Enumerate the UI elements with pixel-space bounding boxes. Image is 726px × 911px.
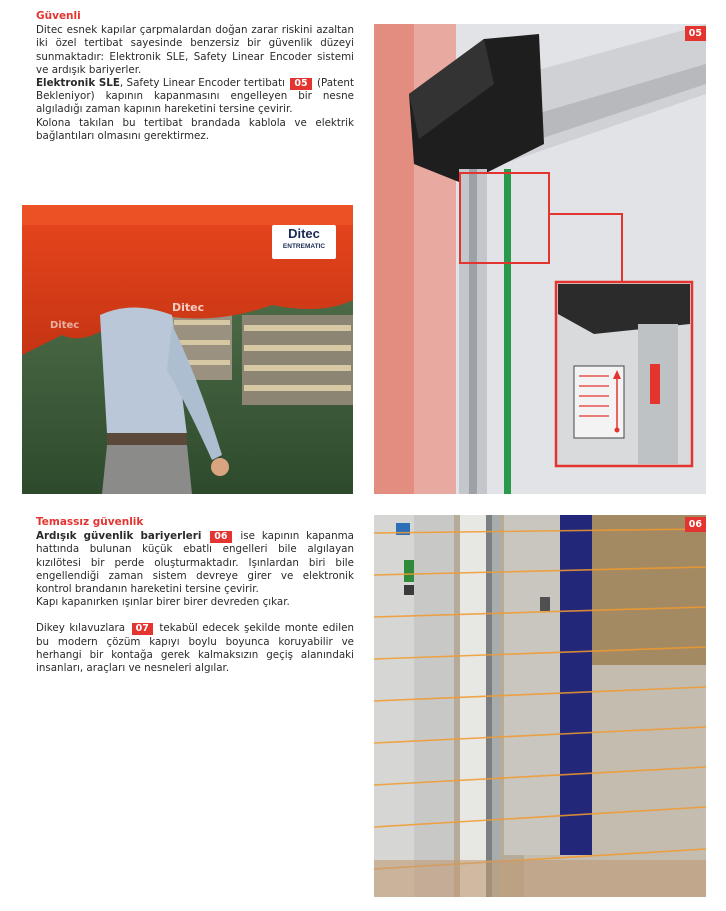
paragraph: Kolona takılan bu tertibat brandada kablola ve elektrik bağlantıları olmasını gerektirmez. — [36, 116, 354, 142]
figure-tag: 06 — [685, 517, 706, 532]
photo-safety-barriers — [374, 515, 706, 897]
photo-sle-illustration — [374, 24, 706, 494]
logo-text: Ditec — [288, 226, 320, 241]
photo-sle-device — [374, 24, 706, 494]
photo-barrier-illustration — [374, 515, 706, 897]
curtain-print: Ditec — [50, 320, 80, 331]
photo-curtain — [22, 205, 353, 494]
ref-badge: 07 — [132, 623, 153, 635]
ref-badge: 05 — [290, 78, 311, 90]
door-logo — [272, 225, 336, 259]
section-heading: Temassız güvenlik — [36, 516, 144, 528]
text-span: Dikey kılavuzlara — [36, 622, 126, 635]
paragraph — [36, 622, 354, 675]
curtain-print: Ditec — [172, 301, 205, 314]
text-span: , Safety Linear Encoder tertibatı — [119, 77, 285, 90]
spacer — [36, 609, 354, 622]
paragraph — [36, 77, 354, 117]
paragraph: Kapı kapanırken ışınlar birer birer devreden çıkar. — [36, 596, 290, 609]
section-heading: Güvenli — [36, 10, 81, 22]
ref-badge: 06 — [210, 531, 231, 543]
section-guvenli — [36, 10, 354, 143]
bold-term: Elektronik SLE — [36, 77, 120, 90]
text-span: (Patent Bekleniyor) kapının kapanmasını engelleyen bir nesne algıladığı zaman kapının hareketini tersine çevirir. — [36, 77, 354, 116]
text-span: ise kapının kapanma hattında bulunan küçük ebatlı engelleri bile algılayan kızılötesi bir perde oluşturmaktadır. Işınlardan biri bile engellendiği zaman sistem devreye girer ve elektronik kontrol brandanın hareketini tersine çevirir. — [36, 530, 354, 596]
bold-term: Ardışık güvenlik bariyerleri — [36, 530, 202, 543]
text-span: tekabül edecek şekilde monte edilen bu modern çözüm kapıyı boylu boyunca koruyabilir ve herhangi bir kontağa gerek kalmaksızın geçiş alanındaki insanları, araçları ve nesneleri algılar. — [36, 622, 354, 675]
paragraph — [36, 530, 354, 596]
paragraph: Ditec esnek kapılar çarpmalardan doğan zarar riskini azaltan iki özel tertibat sayesinde benzersiz bir güvenlik düzeyi sunmaktadır: Elektronik SLE, Safety Linear Encoder sistemi ve ardışık bariyerler. — [36, 24, 354, 76]
figure-tag: 05 — [685, 26, 706, 41]
section-temassiz — [36, 516, 354, 675]
logo-subtext: ENTREMATIC — [282, 243, 326, 250]
